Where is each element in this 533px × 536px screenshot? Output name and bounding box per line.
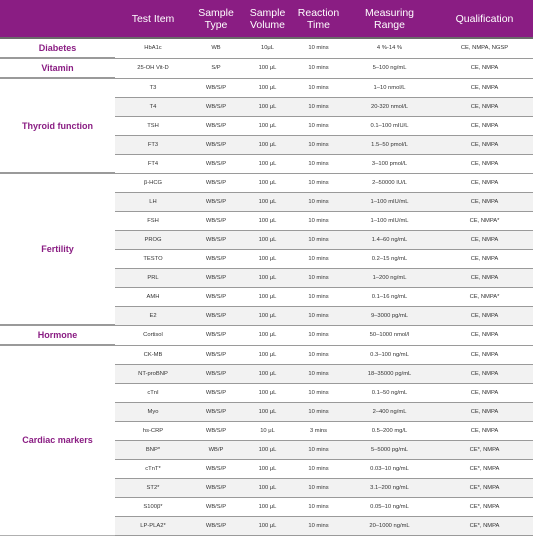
cell-measuring-range: 0.3–100 ng/mL bbox=[343, 345, 436, 364]
cell-qualification: CE*, NMPA bbox=[436, 516, 533, 535]
cell-test-item: T4 bbox=[115, 97, 191, 116]
cell-reaction-time: 10 mins bbox=[294, 211, 343, 230]
cell-measuring-range: 1.4–60 ng/mL bbox=[343, 230, 436, 249]
cell-sample-volume: 100 μL bbox=[241, 97, 294, 116]
cell-reaction-time: 10 mins bbox=[294, 173, 343, 192]
cell-reaction-time: 10 mins bbox=[294, 440, 343, 459]
cell-sample-type: WB/P bbox=[191, 440, 241, 459]
cell-test-item: HbA1c bbox=[115, 38, 191, 58]
header-row bbox=[0, 0, 533, 38]
cell-test-item: E2 bbox=[115, 306, 191, 325]
cell-sample-type: WB/S/P bbox=[191, 287, 241, 306]
cell-reaction-time: 10 mins bbox=[294, 249, 343, 268]
cell-qualification: CE, NMPA bbox=[436, 230, 533, 249]
cell-sample-volume: 100 μL bbox=[241, 325, 294, 345]
cell-measuring-range: 1.5–50 pmol/L bbox=[343, 135, 436, 154]
cell-test-item: PROG bbox=[115, 230, 191, 249]
cell-qualification: CE, NMPA bbox=[436, 325, 533, 345]
cell-measuring-range: 1–10 nmol/L bbox=[343, 78, 436, 97]
category-hormone: Hormone bbox=[0, 325, 115, 345]
cell-qualification: CE, NMPA bbox=[436, 306, 533, 325]
cell-sample-volume: 100 μL bbox=[241, 116, 294, 135]
cell-test-item: hs-CRP bbox=[115, 421, 191, 440]
cell-sample-volume: 100 μL bbox=[241, 383, 294, 402]
cell-reaction-time: 10 mins bbox=[294, 135, 343, 154]
cell-sample-type: WB/S/P bbox=[191, 211, 241, 230]
cell-sample-volume: 100 μL bbox=[241, 478, 294, 497]
cell-test-item: BNP* bbox=[115, 440, 191, 459]
cell-measuring-range: 0.05–10 ng/mL bbox=[343, 497, 436, 516]
cell-reaction-time: 10 mins bbox=[294, 38, 343, 58]
cell-qualification: CE, NMPA bbox=[436, 345, 533, 364]
cell-test-item: AMH bbox=[115, 287, 191, 306]
cell-sample-type: WB/S/P bbox=[191, 383, 241, 402]
cell-measuring-range: 3–100 pmol/L bbox=[343, 154, 436, 173]
cell-test-item: cTnT* bbox=[115, 459, 191, 478]
cell-qualification: CE*, NMPA bbox=[436, 478, 533, 497]
cell-measuring-range: 2–400 ng/mL bbox=[343, 402, 436, 421]
cell-test-item: LP-PLA2* bbox=[115, 516, 191, 535]
table-row bbox=[0, 38, 533, 58]
cell-sample-volume: 100 μL bbox=[241, 249, 294, 268]
cell-reaction-time: 10 mins bbox=[294, 58, 343, 78]
cell-sample-type: WB/S/P bbox=[191, 154, 241, 173]
category-vitamin: Vitamin bbox=[0, 58, 115, 78]
cell-qualification: CE, NMPA* bbox=[436, 287, 533, 306]
header-qualification: Qualification bbox=[455, 12, 514, 25]
cell-sample-type: WB/S/P bbox=[191, 192, 241, 211]
cell-sample-type: WB/S/P bbox=[191, 325, 241, 345]
cell-test-item: 25-OH Vit-D bbox=[115, 58, 191, 78]
cell-test-item: NT-proBNP bbox=[115, 364, 191, 383]
cell-sample-volume: 100 μL bbox=[241, 497, 294, 516]
cell-qualification: CE, NMPA bbox=[436, 421, 533, 440]
cell-qualification: CE, NMPA* bbox=[436, 211, 533, 230]
cell-sample-volume: 100 μL bbox=[241, 306, 294, 325]
cell-test-item: β-HCG bbox=[115, 173, 191, 192]
cell-reaction-time: 10 mins bbox=[294, 192, 343, 211]
cell-sample-type: WB/S/P bbox=[191, 478, 241, 497]
table-row bbox=[0, 58, 533, 78]
header-sample-type: Sample Type bbox=[198, 6, 234, 31]
table-row bbox=[0, 78, 533, 97]
category-cardiac: Cardiac markers bbox=[0, 345, 115, 535]
cell-sample-type: WB/S/P bbox=[191, 116, 241, 135]
header-test-item: Test Item bbox=[131, 12, 175, 25]
cell-reaction-time: 10 mins bbox=[294, 402, 343, 421]
cell-sample-type: WB/S/P bbox=[191, 364, 241, 383]
cell-sample-type: WB/S/P bbox=[191, 421, 241, 440]
cell-qualification: CE, NMPA bbox=[436, 192, 533, 211]
cell-sample-type: WB/S/P bbox=[191, 306, 241, 325]
cell-measuring-range: 1–100 mIU/mL bbox=[343, 211, 436, 230]
cell-test-item: FT3 bbox=[115, 135, 191, 154]
cell-measuring-range: 5–100 ng/mL bbox=[343, 58, 436, 78]
table-row bbox=[0, 173, 533, 192]
cell-test-item: ST2* bbox=[115, 478, 191, 497]
cell-qualification: CE, NMPA bbox=[436, 116, 533, 135]
cell-reaction-time: 10 mins bbox=[294, 459, 343, 478]
cell-measuring-range: 0.1–16 ng/mL bbox=[343, 287, 436, 306]
cell-test-item: TSH bbox=[115, 116, 191, 135]
cell-qualification: CE, NMPA bbox=[436, 173, 533, 192]
cell-test-item: Cortisol bbox=[115, 325, 191, 345]
cell-qualification: CE, NMPA bbox=[436, 78, 533, 97]
cell-reaction-time: 10 mins bbox=[294, 383, 343, 402]
cell-sample-volume: 100 μL bbox=[241, 58, 294, 78]
cell-sample-volume: 100 μL bbox=[241, 287, 294, 306]
cell-sample-volume: 100 μL bbox=[241, 135, 294, 154]
cell-test-item: CK-MB bbox=[115, 345, 191, 364]
cell-sample-type: WB/S/P bbox=[191, 402, 241, 421]
cell-sample-type: WB/S/P bbox=[191, 268, 241, 287]
cell-qualification: CE, NMPA bbox=[436, 268, 533, 287]
cell-measuring-range: 18–35000 pg/mL bbox=[343, 364, 436, 383]
cell-reaction-time: 10 mins bbox=[294, 287, 343, 306]
cell-reaction-time: 10 mins bbox=[294, 268, 343, 287]
cell-reaction-time: 10 mins bbox=[294, 230, 343, 249]
cell-sample-volume: 100 μL bbox=[241, 459, 294, 478]
cell-reaction-time: 10 mins bbox=[294, 516, 343, 535]
cell-measuring-range: 0.2–15 ng/mL bbox=[343, 249, 436, 268]
header-sample-volume: Sample Volume bbox=[249, 6, 286, 31]
cell-measuring-range: 50–1000 nmol/l bbox=[343, 325, 436, 345]
cell-measuring-range: 3.1–200 ng/mL bbox=[343, 478, 436, 497]
cell-sample-volume: 100 μL bbox=[241, 364, 294, 383]
cell-measuring-range: 0.1–100 mIU/L bbox=[343, 116, 436, 135]
cell-qualification: CE, NMPA, NGSP bbox=[436, 38, 533, 58]
cell-measuring-range: 2–50000 IU/L bbox=[343, 173, 436, 192]
cell-test-item: PRL bbox=[115, 268, 191, 287]
cell-qualification: CE*, NMPA bbox=[436, 440, 533, 459]
cell-sample-volume: 100 μL bbox=[241, 230, 294, 249]
cell-measuring-range: 1–200 ng/mL bbox=[343, 268, 436, 287]
cell-sample-type: WB/S/P bbox=[191, 516, 241, 535]
cell-test-item: FT4 bbox=[115, 154, 191, 173]
cell-qualification: CE, NMPA bbox=[436, 383, 533, 402]
cell-sample-type: WB/S/P bbox=[191, 459, 241, 478]
table-row bbox=[0, 345, 533, 364]
cell-qualification: CE, NMPA bbox=[436, 364, 533, 383]
cell-sample-type: WB/S/P bbox=[191, 97, 241, 116]
header-measuring-range: Measuring Range bbox=[364, 6, 415, 31]
cell-measuring-range: 5–5000 pg/mL bbox=[343, 440, 436, 459]
cell-sample-type: WB/S/P bbox=[191, 173, 241, 192]
cell-sample-type: WB/S/P bbox=[191, 497, 241, 516]
cell-reaction-time: 10 mins bbox=[294, 116, 343, 135]
cell-sample-volume: 100 μL bbox=[241, 211, 294, 230]
cell-measuring-range: 20-320 nmol/L bbox=[343, 97, 436, 116]
cell-reaction-time: 10 mins bbox=[294, 306, 343, 325]
cell-test-item: FSH bbox=[115, 211, 191, 230]
cell-sample-volume: 100 μL bbox=[241, 402, 294, 421]
cell-sample-volume: 100 μL bbox=[241, 192, 294, 211]
cell-sample-type: WB/S/P bbox=[191, 249, 241, 268]
cell-sample-volume: 100 μL bbox=[241, 516, 294, 535]
cell-qualification: CE*, NMPA bbox=[436, 459, 533, 478]
cell-sample-type: S/P bbox=[191, 58, 241, 78]
cell-test-item: TESTO bbox=[115, 249, 191, 268]
cell-reaction-time: 10 mins bbox=[294, 478, 343, 497]
cell-sample-volume: 10 μL bbox=[241, 421, 294, 440]
cell-sample-volume: 100 μL bbox=[241, 268, 294, 287]
cell-measuring-range: 1–100 mIU/mL bbox=[343, 192, 436, 211]
cell-measuring-range: 9–3000 pg/mL bbox=[343, 306, 436, 325]
cell-reaction-time: 10 mins bbox=[294, 497, 343, 516]
cell-measuring-range: 4 %-14 % bbox=[343, 38, 436, 58]
table-body bbox=[0, 38, 533, 535]
cell-sample-volume: 100 μL bbox=[241, 440, 294, 459]
cell-qualification: CE, NMPA bbox=[436, 154, 533, 173]
cell-measuring-range: 0.1–50 ng/mL bbox=[343, 383, 436, 402]
category-thyroid: Thyroid function bbox=[0, 78, 115, 173]
cell-qualification: CE, NMPA bbox=[436, 135, 533, 154]
cell-sample-volume: 10μL bbox=[241, 38, 294, 58]
cell-reaction-time: 10 mins bbox=[294, 364, 343, 383]
cell-reaction-time: 10 mins bbox=[294, 325, 343, 345]
cell-reaction-time: 10 mins bbox=[294, 97, 343, 116]
cell-sample-type: WB/S/P bbox=[191, 78, 241, 97]
header-reaction-time: Reaction Time bbox=[297, 6, 340, 31]
category-diabetes: Diabetes bbox=[0, 38, 115, 58]
cell-qualification: CE, NMPA bbox=[436, 58, 533, 78]
cell-measuring-range: 0.5–200 mg/L bbox=[343, 421, 436, 440]
cell-test-item: LH bbox=[115, 192, 191, 211]
cell-reaction-time: 10 mins bbox=[294, 345, 343, 364]
category-fertility: Fertility bbox=[0, 173, 115, 325]
cell-qualification: CE, NMPA bbox=[436, 97, 533, 116]
cell-sample-type: WB/S/P bbox=[191, 345, 241, 364]
cell-reaction-time: 10 mins bbox=[294, 78, 343, 97]
cell-sample-volume: 100 μL bbox=[241, 154, 294, 173]
cell-qualification: CE*, NMPA bbox=[436, 497, 533, 516]
cell-measuring-range: 20–1000 ng/mL bbox=[343, 516, 436, 535]
cell-test-item: Myo bbox=[115, 402, 191, 421]
cell-measuring-range: 0.03–10 ng/mL bbox=[343, 459, 436, 478]
header-category bbox=[0, 0, 115, 38]
cell-test-item: S100β* bbox=[115, 497, 191, 516]
cell-sample-type: WB bbox=[191, 38, 241, 58]
cell-reaction-time: 10 mins bbox=[294, 154, 343, 173]
cell-test-item: cTnI bbox=[115, 383, 191, 402]
cell-sample-volume: 100 μL bbox=[241, 78, 294, 97]
cell-sample-type: WB/S/P bbox=[191, 135, 241, 154]
table-header bbox=[0, 0, 533, 38]
table-row bbox=[0, 325, 533, 345]
cell-sample-type: WB/S/P bbox=[191, 230, 241, 249]
cell-test-item: T3 bbox=[115, 78, 191, 97]
cell-qualification: CE, NMPA bbox=[436, 402, 533, 421]
cell-reaction-time: 3 mins bbox=[294, 421, 343, 440]
cell-sample-volume: 100 μL bbox=[241, 173, 294, 192]
cell-sample-volume: 100 μL bbox=[241, 345, 294, 364]
cell-qualification: CE, NMPA bbox=[436, 249, 533, 268]
